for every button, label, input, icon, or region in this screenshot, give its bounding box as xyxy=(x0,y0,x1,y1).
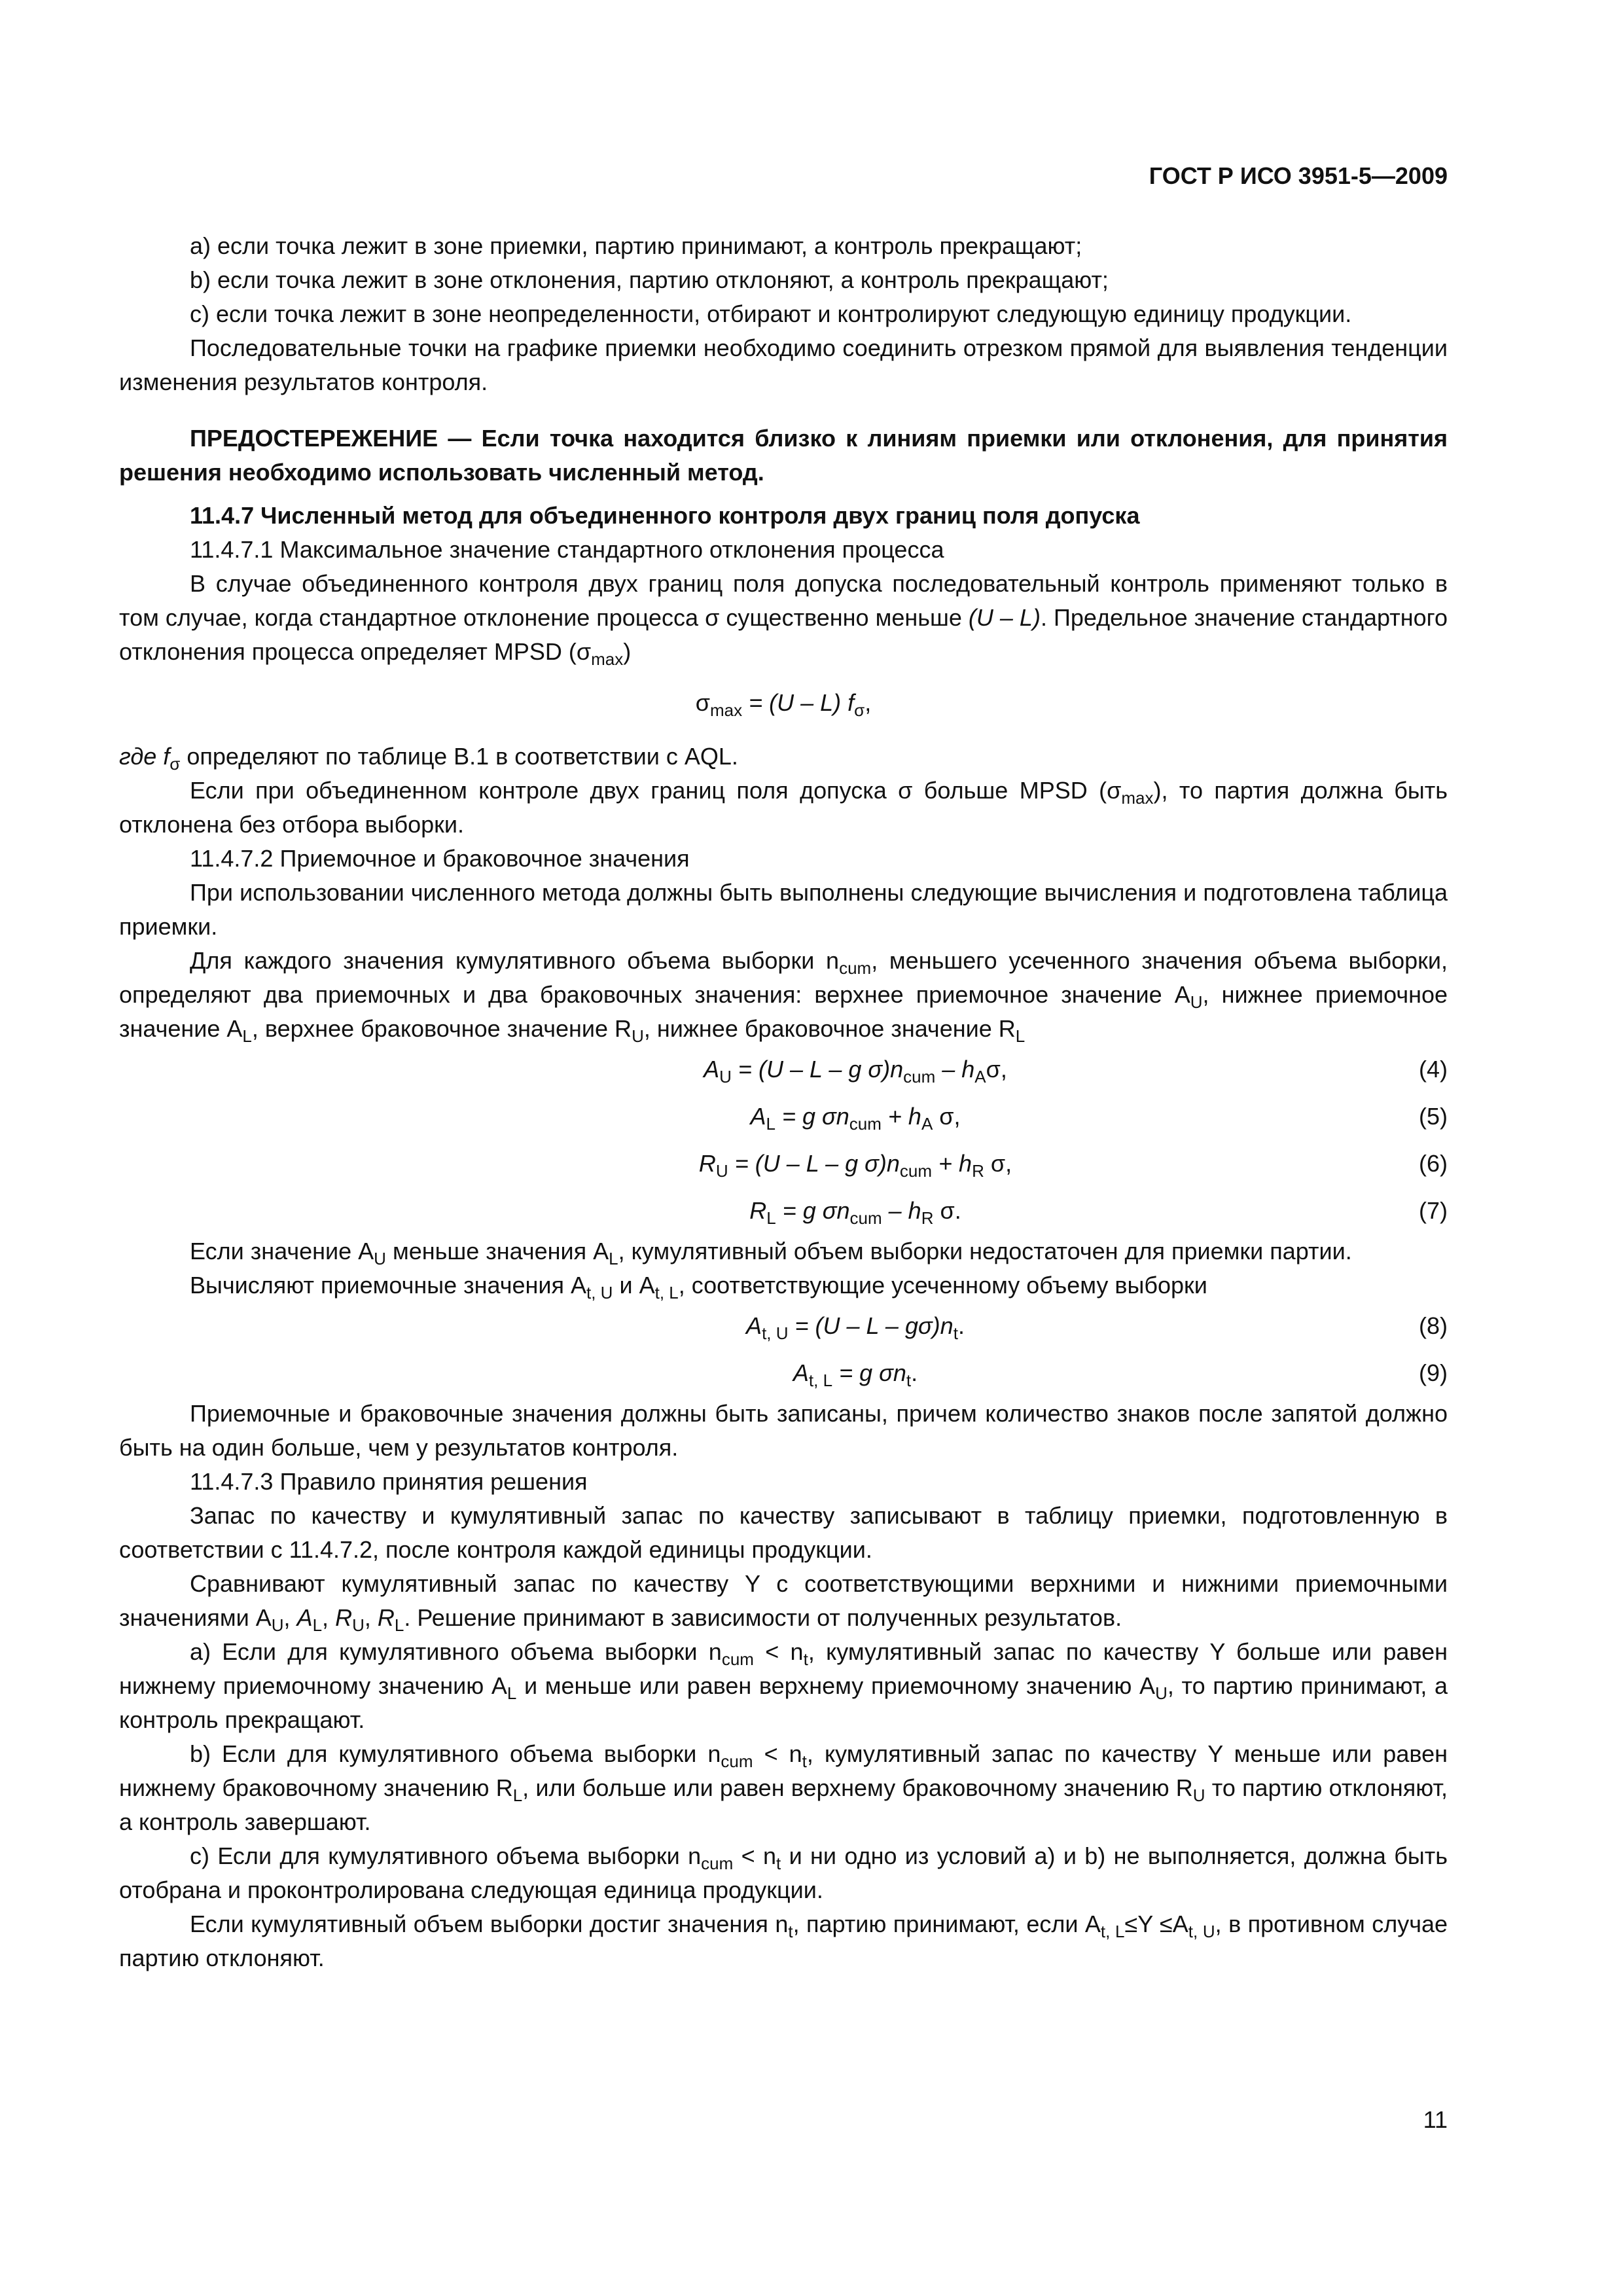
equation-6: $R_U = (U - L - g$ $\sigma)n_{cum} + h_R$ σ, (6) xyxy=(119,1140,1448,1187)
equation-number: (6) xyxy=(1419,1150,1448,1177)
equation-9: $A_{t, L} = g$ $\sigma n_t$. (9) xyxy=(119,1350,1448,1397)
equation-8: $A_{t, U} = (U - L - g\sigma)n_t$. (8) xyxy=(119,1302,1448,1350)
item-c: с) если точка лежит в зоне неопределенности, отбирают и контролируют следующую единицу продукции. xyxy=(190,300,1352,327)
page-number: 11 xyxy=(1423,2106,1448,2133)
warning-note: ПРЕДОСТЕРЕЖЕНИЕ — Если точка находится близко к линиям приемки или отклонения, для принятия решения необходимо использовать численный метод. xyxy=(119,425,1448,486)
rule-c: с) Если для кумулятивного объема выборки $n_{cum} < n_t$ и ни одно из условий а) и b) не выполняется, должна быть отобрана и проконтролирована следующая единица продукции. xyxy=(119,1842,1448,1903)
paragraph-connect: Последовательные точки на графике приемки необходимо соединить отрезком прямой для выявления тенденции изменения результатов контроля. xyxy=(119,334,1448,395)
equation-number: (7) xyxy=(1419,1197,1448,1224)
rule-a: а) Если для кумулятивного объема выборки $n_{cum} < n_t$, кумулятивный запас по качеству Y больше или равен нижнему приемочному значению $A_L$ и меньше или равен верхнему приемочному значению $A_U$, то партию принимают, а контроль прекращают. xyxy=(119,1638,1448,1733)
equation-number: (8) xyxy=(1419,1312,1448,1339)
paragraph-record: Запас по качеству и кумулятивный запас по качеству записывают в таблицу приемки, подготовленную в соответствии с 11.4.7.2, после контроля каждой единицы продукции. xyxy=(119,1502,1448,1563)
paragraph-precision: Приемочные и браковочные значения должны быть записаны, причем количество знаков после запятой должно быть на один больше, чем у результатов контроля. xyxy=(119,1400,1448,1461)
subsection-heading: 11.4.7.3 Правило принятия решения xyxy=(190,1468,588,1495)
paragraph-acceptance-values: Для каждого значения кумулятивного объема выборки $n_{cum}$, меньшего усеченного значения объема выборки, определяют два приемочных и два браковочных значения: верхнее приемочное значение $A_U$, нижнее приемочное значение $A_L$, верхнее браковочное значение $R_U$, нижнее браковочное значение $R_L$ xyxy=(119,947,1448,1046)
paragraph-final: Если кумулятивный объем выборки достиг значения $n_t$, партию принимают, если $A_{t, L}\le Y \le A_{t, U}$, в противном случае партию отклоняют. xyxy=(119,1910,1448,1971)
equation-5: $A_L = g$ $\sigma n_{cum} + h_A$ σ, (5) xyxy=(119,1093,1448,1140)
section-heading: 11.4.7 Численный метод для объединенного контроля двух границ поля допуска xyxy=(190,502,1140,529)
paragraph-calculations: При использовании численного метода должны быть выполнены следующие вычисления и подготовлена таблица приемки. xyxy=(119,879,1448,940)
equation-number: (4) xyxy=(1419,1056,1448,1083)
paragraph-mpsd: В случае объединенного контроля двух границ поля допуска последовательный контроль применяют только в том случае, когда стандартное отклонение процесса σ существенно меньше (U – L). Предельное значение стандартного отклонения процесса определяет MPSD $(\sigma_{max})$ xyxy=(119,570,1448,669)
paragraph-insufficient: Если значение $A_U$ меньше значения $A_L$, кумулятивный объем выборки недостаточен для приемки партии. xyxy=(190,1238,1352,1268)
subsection-heading: 11.4.7.2 Приемочное и браковочное значения xyxy=(190,845,690,872)
subsection-heading: 11.4.7.1 Максимальное значение стандартного отклонения процесса xyxy=(190,536,944,563)
item-b: b) если точка лежит в зоне отклонения, партию отклоняют, а контроль прекращают; xyxy=(190,266,1109,293)
equation-number: (5) xyxy=(1419,1103,1448,1130)
paragraph-reject-no-sample: Если при объединенном контроле двух границ поля допуска σ больше MPSD $(\sigma_{max})$, то партия должна быть отклонена без отбора выборки. xyxy=(119,777,1448,838)
rule-b: b) Если для кумулятивного объема выборки $n_{cum} < n_t$, кумулятивный запас по качеству Y меньше или равен нижнему браковочному значению $R_L$, или больше или равен верхнему браковочному значению $R_U$ то партию отклоняют, а контроль завершают. xyxy=(119,1740,1448,1835)
paragraph-truncated: Вычисляют приемочные значения $A_{t, U}$ и $A_{t, L}$, соответствующие усеченному объему выборки xyxy=(190,1272,1207,1302)
page-body xyxy=(119,229,1448,1975)
equation-7: $R_L = g$ $\sigma n_{cum} - h_R$ σ. (7) xyxy=(119,1187,1448,1234)
item-a: а) если точка лежит в зоне приемки, партию принимают, а контроль прекращают; xyxy=(190,232,1082,259)
formula-sigma-max: $\sigma_{max} = (U - L)$ $f_\sigma$, xyxy=(695,689,872,720)
equation-4: $A_U = (U - L - g$ $\sigma)n_{cum} - h_A\sigma$, (4) xyxy=(119,1046,1448,1093)
equation-number: (9) xyxy=(1419,1359,1448,1386)
paragraph-compare: Сравнивают кумулятивный запас по качеству Y с соответствующими верхними и нижними приемочными значениями $A_U$, $A_L$, $R_U$, $R_L$. Решение принимают в зависимости от полученных результатов. xyxy=(119,1570,1448,1635)
paragraph-where: где $f_\sigma$ определяют по таблице В.1 в соответствии с AQL. xyxy=(119,743,738,774)
document-id: ГОСТ Р ИСО 3951-5—2009 xyxy=(1149,162,1448,189)
